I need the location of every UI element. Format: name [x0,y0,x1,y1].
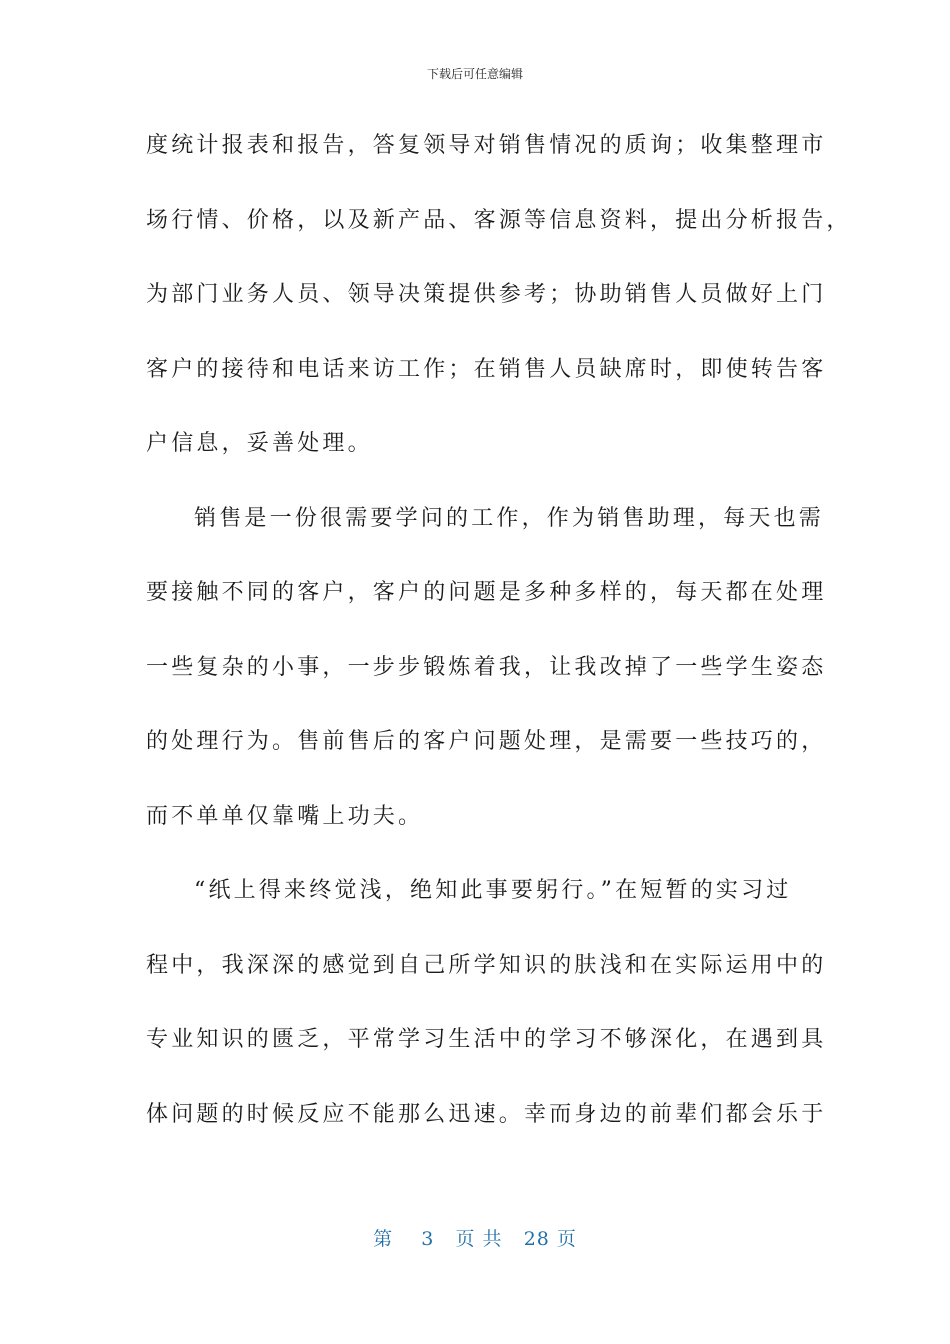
current-page-number: 3 [421,1228,435,1250]
text-line: 而不单单仅靠嘴上功夫。 [146,803,424,829]
text-line: 场行情、价格，以及新产品、客源等信息资料，提出分析报告， [146,207,852,233]
text-line: 为部门业务人员、领导决策提供参考；协助销售人员做好上门 [146,282,827,307]
footer-suffix: 页 [556,1228,577,1250]
footer-prefix: 第 [373,1228,394,1250]
text-line: 要接触不同的客户，客户的问题是多种多样的，每天都在处理 [146,580,827,605]
text-line: 一些复杂的小事，一步步锻炼着我，让我改掉了一些学生姿态 [146,654,827,680]
page-footer [0,1226,950,1252]
text-line: 体问题的时候反应不能那么迅速。幸而身边的前辈们都会乐于 [146,1101,827,1127]
text-line: 的处理行为。售前售后的客户问题处理，是需要一些技巧的， [146,729,827,754]
paragraph-first-line: “纸上得来终觉浅，绝知此事要躬行。”在短暂的实习过 [194,878,792,903]
text-line: 专业知识的匮乏，平常学习生活中的学习不够深化，在遇到具 [146,1027,827,1052]
document-body [146,124,852,1167]
text-line: 户信息，妥善处理。 [146,431,373,456]
text-line: 客户的接待和电话来访工作；在销售人员缺席时，即使转告客 [146,356,827,382]
page-header-note: 下载后可任意编辑 [426,67,523,81]
paragraph-first-line: 销售是一份很需要学问的工作，作为销售助理，每天也需 [194,505,825,531]
text-line: 程中，我深深的感觉到自己所学知识的肤浅和在实际运用中的 [146,952,827,978]
footer-middle: 页 共 [455,1228,503,1250]
text-line: 度统计报表和报告，答复领导对销售情况的质询；收集整理市 [146,133,827,158]
total-page-count: 28 [523,1228,550,1250]
